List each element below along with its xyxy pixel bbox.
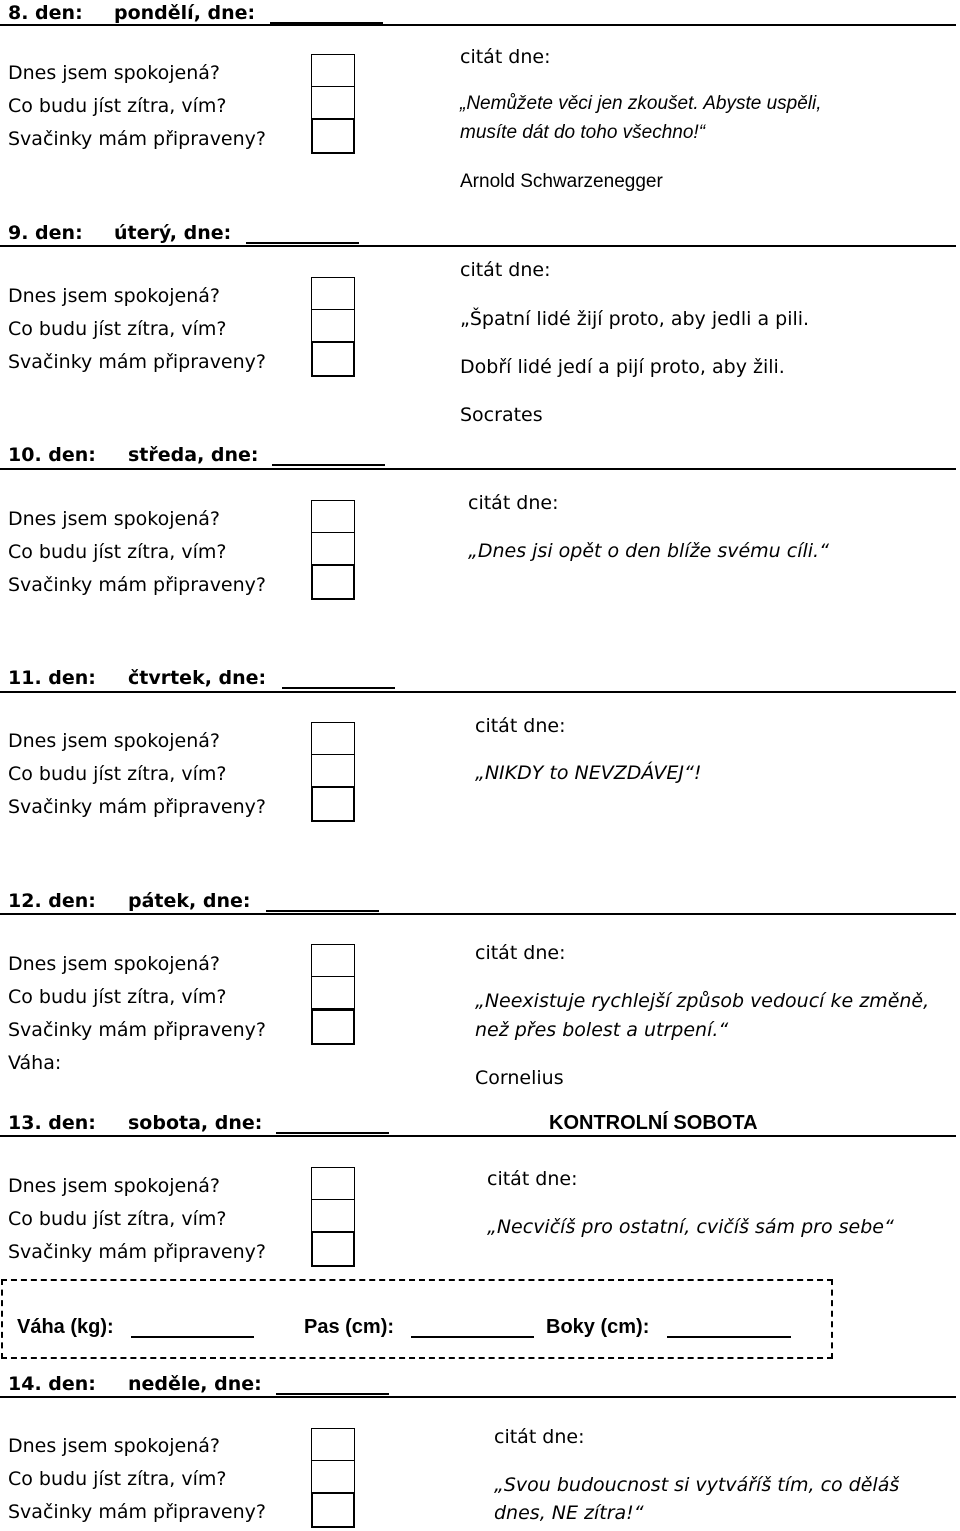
weight-kg-label: Váha (kg):: [17, 1316, 114, 1338]
quote-author: Cornelius: [475, 1067, 564, 1089]
checkbox-snacks[interactable]: [311, 1009, 355, 1045]
question-satisfied: Dnes jsem spokojená?: [8, 285, 220, 307]
quote-label: citát dne:: [494, 1426, 585, 1448]
question-satisfied: Dnes jsem spokojená?: [8, 508, 220, 530]
day-number: 8. den:: [8, 2, 83, 24]
question-food-tomorrow: Co budu jíst zítra, vím?: [8, 541, 227, 563]
quote-label: citát dne:: [460, 46, 551, 68]
date-blank[interactable]: [266, 910, 379, 912]
divider: [0, 245, 956, 247]
checkbox-satisfied[interactable]: [311, 1428, 355, 1461]
weight-kg-blank[interactable]: [131, 1336, 254, 1338]
question-snacks: Svačinky mám připraveny?: [8, 796, 266, 818]
measurements-box: [1, 1279, 833, 1359]
quote-label: citát dne:: [460, 259, 551, 281]
day-name: úterý, dne:: [114, 222, 232, 244]
checkbox-snacks[interactable]: [311, 1231, 355, 1267]
quote-label: citát dne:: [475, 715, 566, 737]
quote-line-2: Dobří lidé jedí a pijí proto, aby žili.: [460, 356, 785, 378]
date-blank[interactable]: [276, 1132, 389, 1134]
day-name: sobota, dne:: [128, 1112, 263, 1134]
quote-line-1: „Neexistuje rychlejší způsob vedoucí ke změně,: [475, 990, 930, 1012]
date-blank[interactable]: [276, 1393, 389, 1395]
checkbox-satisfied[interactable]: [311, 722, 355, 755]
date-blank[interactable]: [246, 242, 359, 244]
day-number: 14. den:: [8, 1373, 96, 1395]
question-food-tomorrow: Co budu jíst zítra, vím?: [8, 1468, 227, 1490]
checkbox-snacks[interactable]: [311, 341, 355, 377]
checkbox-food-tomorrow[interactable]: [311, 86, 355, 119]
checkbox-satisfied[interactable]: [311, 500, 355, 533]
question-snacks: Svačinky mám připraveny?: [8, 1501, 266, 1523]
quote-label: citát dne:: [487, 1168, 578, 1190]
day-name: pondělí, dne:: [114, 2, 256, 24]
question-food-tomorrow: Co budu jíst zítra, vím?: [8, 1208, 227, 1230]
question-satisfied: Dnes jsem spokojená?: [8, 953, 220, 975]
waist-cm-blank[interactable]: [411, 1336, 534, 1338]
hips-cm-blank[interactable]: [667, 1336, 791, 1338]
day-number: 11. den:: [8, 667, 96, 689]
question-food-tomorrow: Co budu jíst zítra, vím?: [8, 763, 227, 785]
divider: [0, 913, 956, 915]
quote-line-2: dnes, NE zítra!“: [494, 1502, 644, 1524]
day-name: pátek, dne:: [128, 890, 251, 912]
quote-line-1: „Nemůžete věci jen zkoušet. Abyste uspěli,: [460, 93, 822, 114]
checkbox-snacks[interactable]: [311, 1492, 355, 1528]
checkbox-food-tomorrow[interactable]: [311, 1199, 355, 1232]
quote-line-1: „NIKDY to NEVZDÁVEJ“!: [475, 762, 702, 784]
question-snacks: Svačinky mám připraveny?: [8, 574, 266, 596]
day-name: neděle, dne:: [128, 1373, 262, 1395]
question-snacks: Svačinky mám připraveny?: [8, 1241, 266, 1263]
checkbox-food-tomorrow[interactable]: [311, 532, 355, 565]
checkbox-satisfied[interactable]: [311, 54, 355, 87]
quote-line-2: musíte dát do toho všechno!“: [460, 122, 706, 143]
control-saturday-badge: KONTROLNÍ SOBOTA: [549, 1112, 758, 1134]
question-snacks: Svačinky mám připraveny?: [8, 128, 266, 150]
day-number: 12. den:: [8, 890, 96, 912]
question-food-tomorrow: Co budu jíst zítra, vím?: [8, 95, 227, 117]
question-satisfied: Dnes jsem spokojená?: [8, 730, 220, 752]
question-satisfied: Dnes jsem spokojená?: [8, 1435, 220, 1457]
checkbox-snacks[interactable]: [311, 118, 355, 154]
day-number: 13. den:: [8, 1112, 96, 1134]
checkbox-food-tomorrow[interactable]: [311, 1460, 355, 1493]
checkbox-food-tomorrow[interactable]: [311, 754, 355, 787]
quote-line-1: „Špatní lidé žijí proto, aby jedli a pili.: [460, 308, 810, 330]
checkbox-snacks[interactable]: [311, 786, 355, 822]
date-blank[interactable]: [282, 687, 395, 689]
weight-label: Váha:: [8, 1052, 62, 1074]
day-number: 9. den:: [8, 222, 83, 244]
checkbox-satisfied[interactable]: [311, 944, 355, 977]
quote-line-2: než přes bolest a utrpení.“: [475, 1019, 729, 1041]
divider: [0, 691, 956, 693]
checkbox-satisfied[interactable]: [311, 277, 355, 310]
day-number: 10. den:: [8, 444, 96, 466]
date-blank[interactable]: [272, 464, 385, 466]
quote-line-1: „Necvičíš pro ostatní, cvičíš sám pro sebe“: [487, 1216, 894, 1238]
question-food-tomorrow: Co budu jíst zítra, vím?: [8, 318, 227, 340]
checkbox-food-tomorrow[interactable]: [311, 309, 355, 342]
waist-cm-label: Pas (cm):: [304, 1316, 395, 1338]
quote-line-1: „Svou budoucnost si vytváříš tím, co děláš: [494, 1474, 900, 1496]
day-name: středa, dne:: [128, 444, 259, 466]
divider: [0, 468, 956, 470]
quote-label: citát dne:: [468, 492, 559, 514]
question-snacks: Svačinky mám připraveny?: [8, 1019, 266, 1041]
quote-author: Socrates: [460, 404, 543, 426]
question-snacks: Svačinky mám připraveny?: [8, 351, 266, 373]
hips-cm-label: Boky (cm):: [546, 1316, 650, 1338]
quote-author: Arnold Schwarzenegger: [460, 171, 663, 192]
checkbox-satisfied[interactable]: [311, 1167, 355, 1200]
question-food-tomorrow: Co budu jíst zítra, vím?: [8, 986, 227, 1008]
divider: [0, 1396, 956, 1398]
checkbox-snacks[interactable]: [311, 564, 355, 600]
quote-line-1: „Dnes jsi opět o den blíže svému cíli.“: [468, 540, 829, 562]
question-satisfied: Dnes jsem spokojená?: [8, 62, 220, 84]
divider: [0, 1135, 956, 1137]
question-satisfied: Dnes jsem spokojená?: [8, 1175, 220, 1197]
divider: [0, 24, 956, 26]
day-name: čtvrtek, dne:: [128, 667, 267, 689]
checkbox-food-tomorrow[interactable]: [311, 976, 355, 1009]
quote-label: citát dne:: [475, 942, 566, 964]
